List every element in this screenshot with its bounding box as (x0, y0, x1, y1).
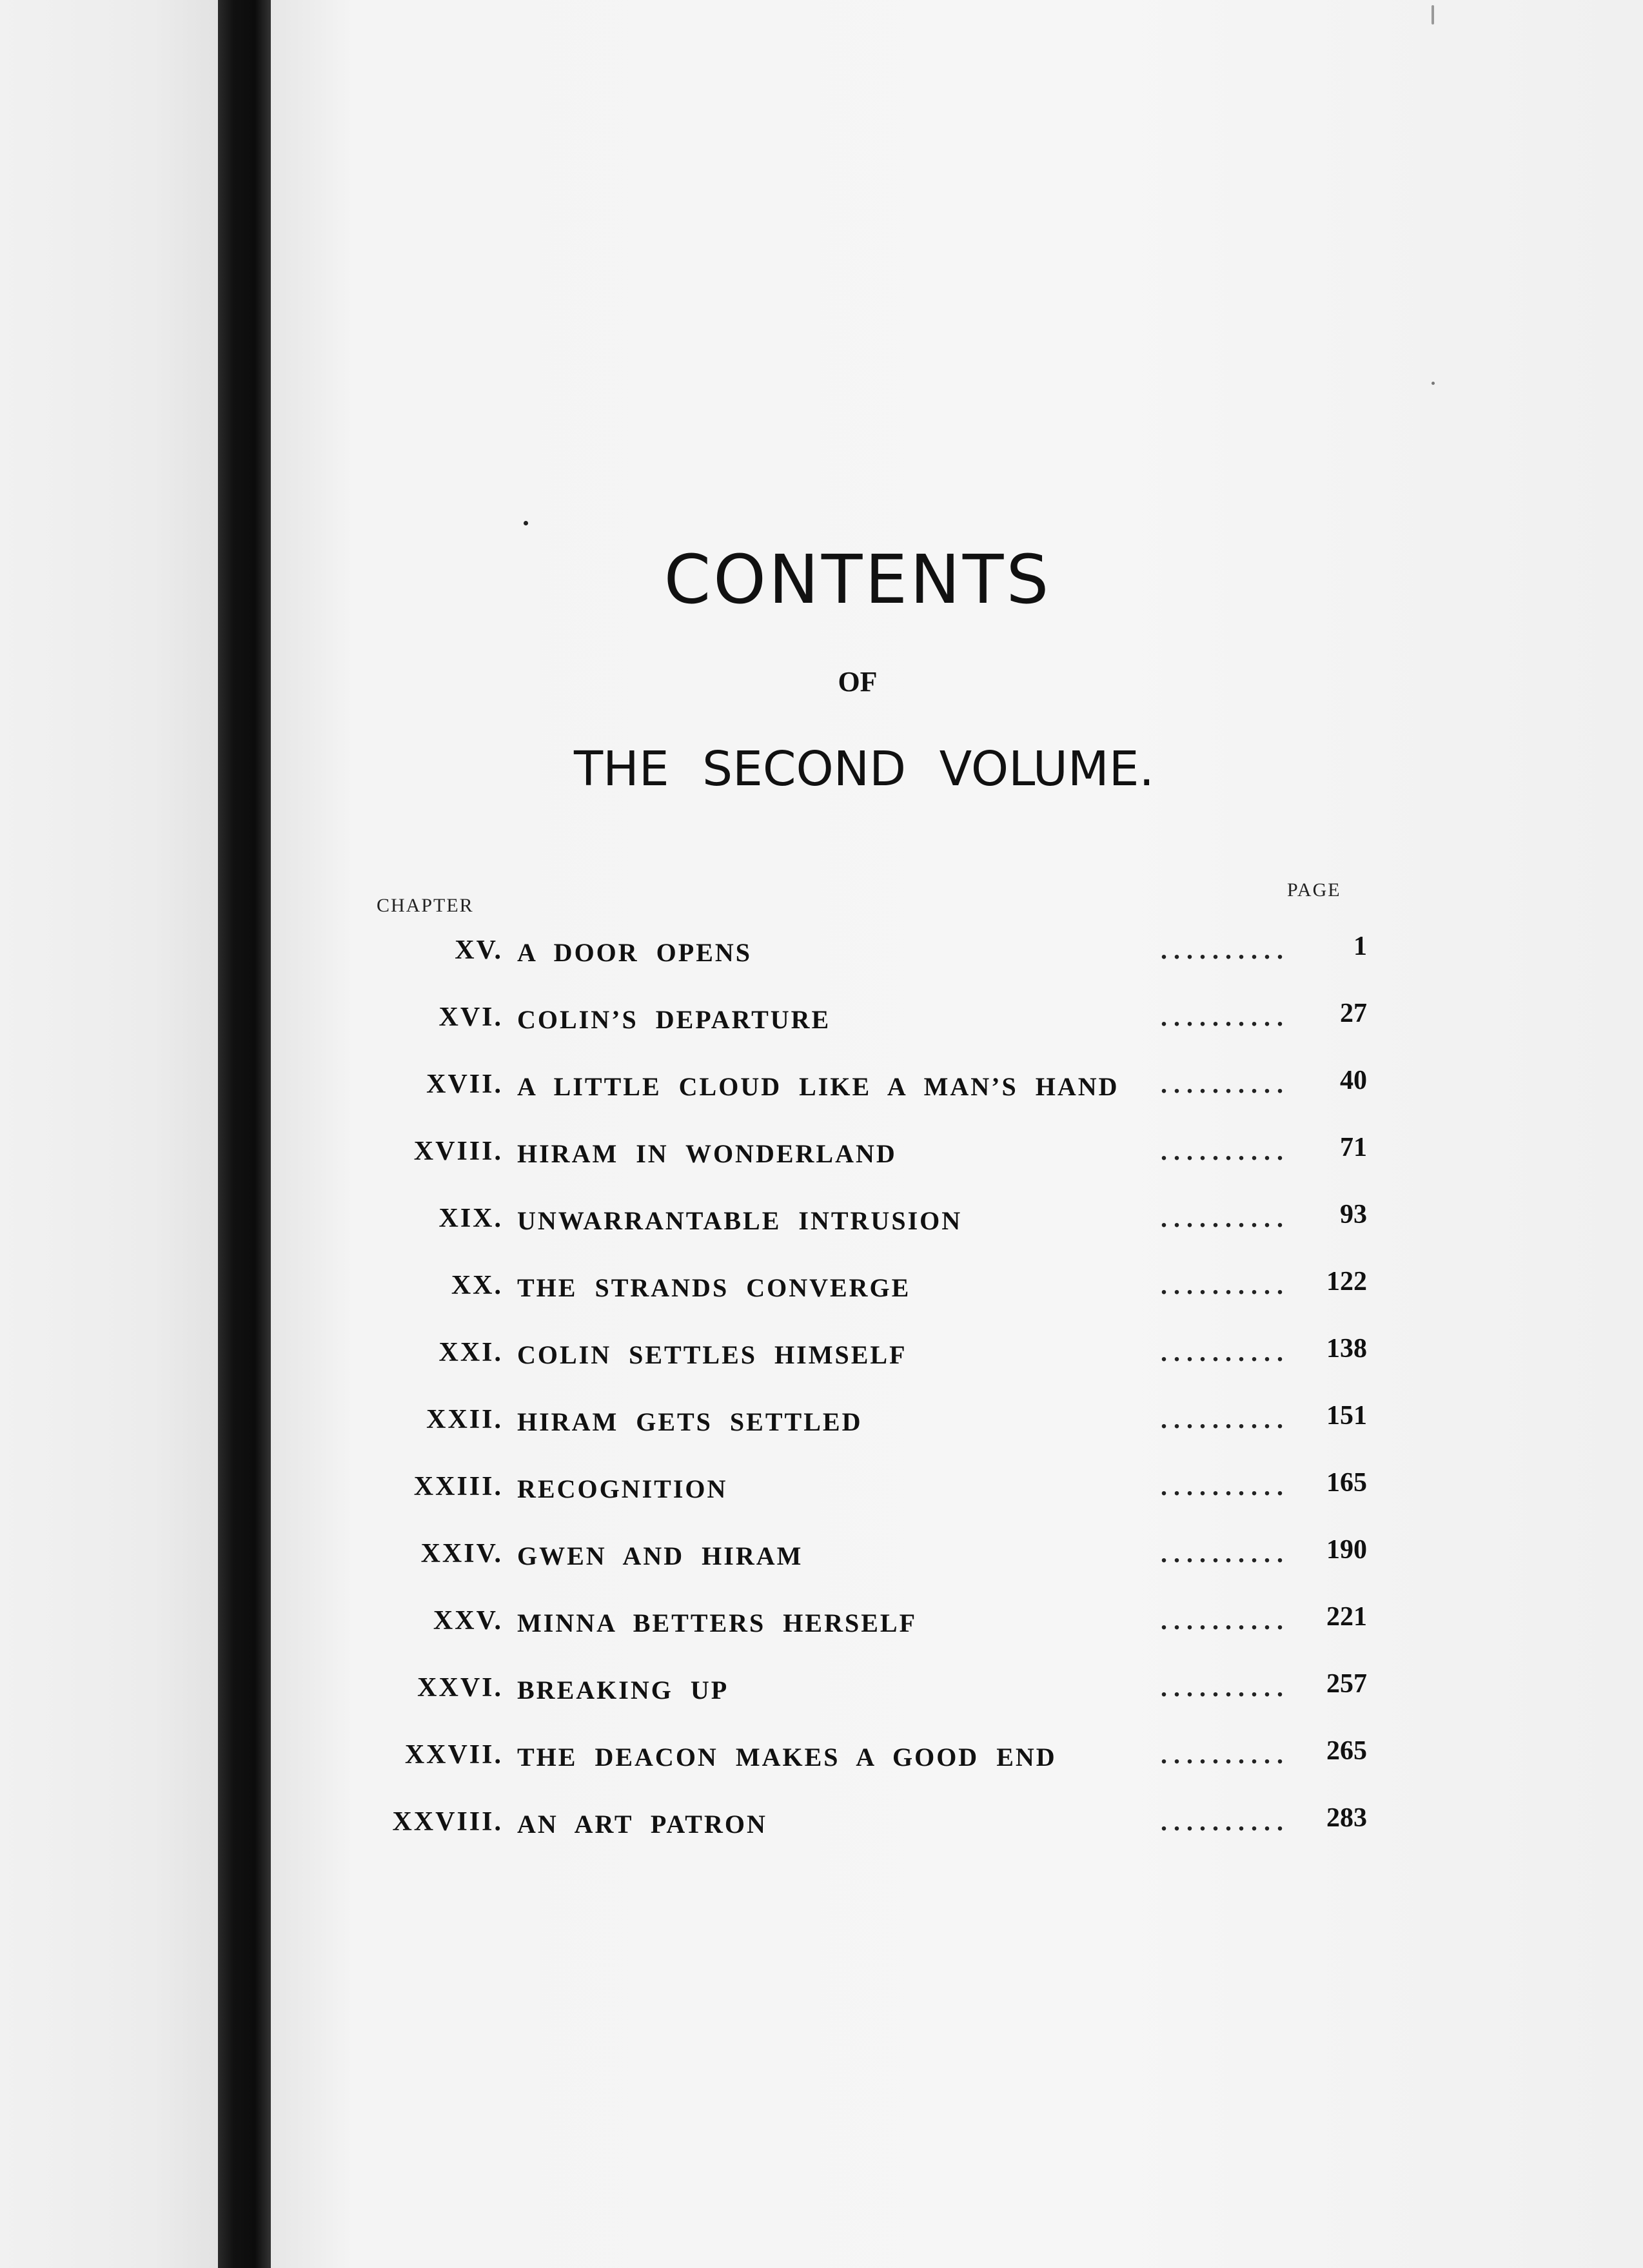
toc-entry (361, 1117, 1367, 1184)
dot-leader: . . . . . . . . . . (1161, 1271, 1283, 1300)
chapter-title: THE STRANDS CONVERGE (517, 1273, 911, 1302)
toc-entry (361, 1184, 1367, 1251)
ink-fleck (524, 521, 528, 525)
dot-leader: . . . . . . . . . . (1161, 1137, 1283, 1166)
chapter-number: XXIV. (420, 1539, 503, 1569)
dot-leader: . . . . . . . . . . (1161, 1740, 1283, 1769)
dot-leader: . . . . . . . . . . (1161, 1204, 1283, 1233)
dot-leader: . . . . . . . . . . (1161, 1070, 1283, 1099)
chapter-title: UNWARRANTABLE INTRUSION (517, 1206, 963, 1235)
page-number: 265 (1326, 1736, 1367, 1766)
dot-leader: . . . . . . . . . . (1161, 1472, 1283, 1501)
page-number: 93 (1340, 1200, 1367, 1229)
page-number: 221 (1326, 1602, 1367, 1632)
dot-leader: . . . . . . . . . . (1161, 935, 1283, 964)
toc-entry (361, 982, 1367, 1050)
chapter-title: THE DEACON MAKES A GOOD END (517, 1743, 1057, 1772)
page-number: 40 (1340, 1066, 1367, 1095)
page-number: 122 (1326, 1267, 1367, 1296)
toc-entry (361, 915, 1367, 982)
dot-leader: . . . . . . . . . . (1161, 1002, 1283, 1031)
page-number: 283 (1326, 1803, 1367, 1833)
dot-leader: . . . . . . . . . . (1161, 1606, 1283, 1635)
toc-entry (361, 1452, 1367, 1519)
dot-leader: . . . . . . . . . . (1161, 1338, 1283, 1367)
dot-leader: . . . . . . . . . . (1161, 1405, 1283, 1434)
ink-fleck (1431, 382, 1435, 385)
page-number: 257 (1326, 1669, 1367, 1699)
chapter-title: HIRAM GETS SETTLED (517, 1407, 863, 1436)
chapter-number: XIX. (438, 1204, 503, 1233)
chapter-number: XXVI. (417, 1673, 503, 1703)
chapter-title: RECOGNITION (517, 1474, 728, 1503)
chapter-title: BREAKING UP (517, 1676, 729, 1705)
chapter-number: XXII. (426, 1405, 503, 1434)
chapter-number: XXVII. (404, 1740, 503, 1770)
chapter-title: AN ART PATRON (517, 1810, 767, 1839)
toc-entry (361, 1050, 1367, 1117)
page-number: 71 (1340, 1133, 1367, 1162)
page-number: 151 (1326, 1401, 1367, 1431)
toc-entry (361, 1586, 1367, 1653)
toc-entry (361, 1653, 1367, 1720)
chapter-number: XVII. (426, 1070, 503, 1099)
page-number: 165 (1326, 1468, 1367, 1498)
chapter-title: HIRAM IN WONDERLAND (517, 1139, 897, 1168)
toc-entry (361, 1519, 1367, 1586)
chapter-title: A DOOR OPENS (517, 938, 753, 967)
page-number: 1 (1353, 932, 1367, 961)
toc-entry (361, 1251, 1367, 1318)
page-number: 27 (1340, 999, 1367, 1028)
chapter-title: MINNA BETTERS HERSELF (517, 1608, 918, 1637)
chapter-title: A LITTLE CLOUD LIKE A MAN’S HAND (517, 1072, 1119, 1101)
page-number: 138 (1326, 1334, 1367, 1364)
chapter-column-heading: CHAPTER (377, 895, 474, 916)
dot-leader: . . . . . . . . . . (1161, 1673, 1283, 1702)
left-page (0, 0, 218, 2268)
chapter-number: XVI. (438, 1002, 503, 1032)
dot-leader: . . . . . . . . . . (1161, 1807, 1283, 1836)
toc-entry (361, 1787, 1367, 1854)
chapter-number: XXIII. (413, 1472, 503, 1501)
toc-entry (361, 1385, 1367, 1452)
chapter-number: XXV. (433, 1606, 503, 1636)
chapter-number: XXI. (438, 1338, 503, 1367)
chapter-number: XVIII. (413, 1137, 503, 1166)
book-binding (218, 0, 271, 2268)
ink-fleck (1431, 5, 1434, 24)
page-title: CONTENTS (664, 540, 1052, 619)
chapter-title: COLIN SETTLES HIMSELF (517, 1340, 907, 1369)
table-of-contents (361, 915, 1367, 1854)
page-column-heading: PAGE (1287, 879, 1341, 901)
chapter-number: XXVIII. (392, 1807, 503, 1837)
toc-entry (361, 1720, 1367, 1787)
toc-entry (361, 1318, 1367, 1385)
chapter-title: GWEN AND HIRAM (517, 1541, 803, 1570)
page-number: 190 (1326, 1535, 1367, 1565)
chapter-number: XV. (455, 935, 503, 965)
page-subtitle: THE SECOND VOLUME. (573, 741, 1155, 797)
dot-leader: . . . . . . . . . . (1161, 1539, 1283, 1568)
title-connector: OF (838, 666, 878, 698)
chapter-title: COLIN’S DEPARTURE (517, 1005, 831, 1034)
chapter-number: XX. (451, 1271, 503, 1300)
